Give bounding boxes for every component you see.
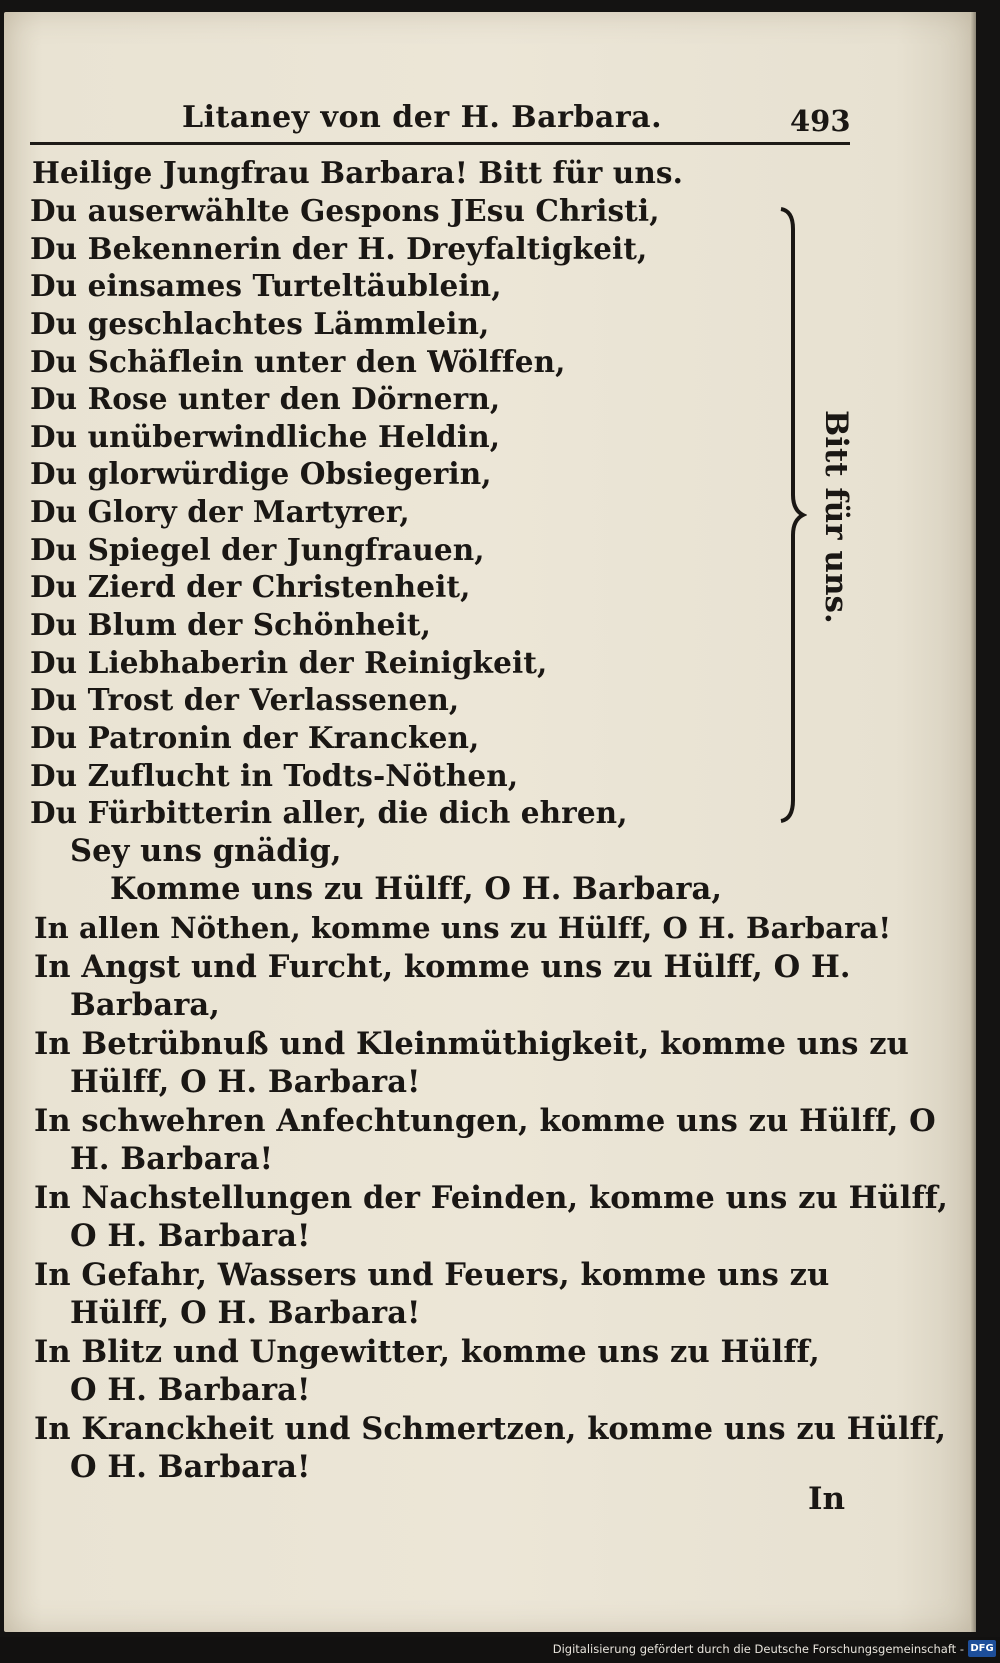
invocation-line: Du Spiegel der Jungfrauen, (30, 532, 485, 567)
invocation-line: Du Fürbitterin aller, die dich ehren, (30, 795, 628, 830)
petition-line: In Betrübnuß und Kleinmüthigkeit, komme uns zu (34, 1026, 909, 1062)
invocation-line: Du Glory der Martyrer, (30, 494, 410, 529)
invocation-line: Du auserwählte Gespons JEsu Christi, (30, 193, 660, 228)
invocation-line: Du Bekennerin der H. Dreyfaltigkeit, (30, 231, 648, 266)
header-rule (30, 142, 850, 145)
invocation-line: Du unüberwindliche Heldin, (30, 419, 501, 454)
invocation-line: Du Zierd der Christenheit, (30, 569, 471, 604)
invocation-line: Du Zuflucht in Todts-Nöthen, (30, 758, 519, 793)
petition-line: O H. Barbara! (70, 1449, 311, 1485)
invocation-line: Du Trost der Verlassenen, (30, 682, 460, 717)
running-header-title: Litaney von der H. Barbara. (182, 100, 663, 135)
petition-line: In Nachstellungen der Feinden, komme uns zu Hülff, (34, 1180, 948, 1216)
response-line: Komme uns zu Hülff, O H. Barbara, (110, 871, 723, 907)
invocation-line: Du geschlachtes Lämmlein, (30, 306, 490, 341)
petition-line: O H. Barbara! (70, 1218, 311, 1254)
invocation-line: Du einsames Turteltäublein, (30, 268, 502, 303)
petition-line: In Angst und Furcht, komme uns zu Hülff, O H. (34, 949, 851, 985)
petition-line: In Blitz und Ungewitter, komme uns zu Hülff, (34, 1334, 820, 1370)
invocation-line: Du glorwürdige Obsiegerin, (30, 456, 492, 491)
invocation-line: Du Rose unter den Dörnern, (30, 381, 501, 416)
invocation-line: Du Blum der Schönheit, (30, 607, 431, 642)
invocation-line: Du Patronin der Krancken, (30, 720, 480, 755)
digitization-footer (0, 1637, 1000, 1663)
petition-line: In Gefahr, Wassers und Feuers, komme uns zu (34, 1257, 830, 1293)
bracket-response-text: Bitt für uns. (818, 410, 854, 624)
petition-line: O H. Barbara! (70, 1372, 311, 1408)
petition-line: In Kranckheit und Schmertzen, komme uns zu Hülff, (34, 1411, 947, 1447)
petition-line: Hülff, O H. Barbara! (70, 1295, 421, 1331)
page-number: 493 (790, 104, 851, 138)
petition-line: In allen Nöthen, komme uns zu Hülff, O H. Barbara! (34, 911, 892, 945)
response-line: Sey uns gnädig, (70, 833, 342, 869)
petition-line: In schwehren Anfechtungen, komme uns zu Hülff, O (34, 1103, 936, 1139)
petition-line: Barbara, (70, 987, 220, 1023)
invocation-line: Du Schäflein unter den Wölffen, (30, 344, 566, 379)
response-brace (777, 205, 807, 825)
dfg-logo-icon[interactable]: DFG (968, 1640, 996, 1657)
petition-line: Hülff, O H. Barbara! (70, 1064, 421, 1100)
petition-line: H. Barbara! (70, 1141, 274, 1177)
invocation-line: Du Liebhaberin der Reinigkeit, (30, 645, 548, 680)
footer-credit: Digitalisierung gefördert durch die Deutsche Forschungsgemeinschaft - (552, 1642, 964, 1656)
invocation-line: Heilige Jungfrau Barbara! Bitt für uns. (32, 155, 683, 190)
catchword: In (808, 1481, 846, 1517)
